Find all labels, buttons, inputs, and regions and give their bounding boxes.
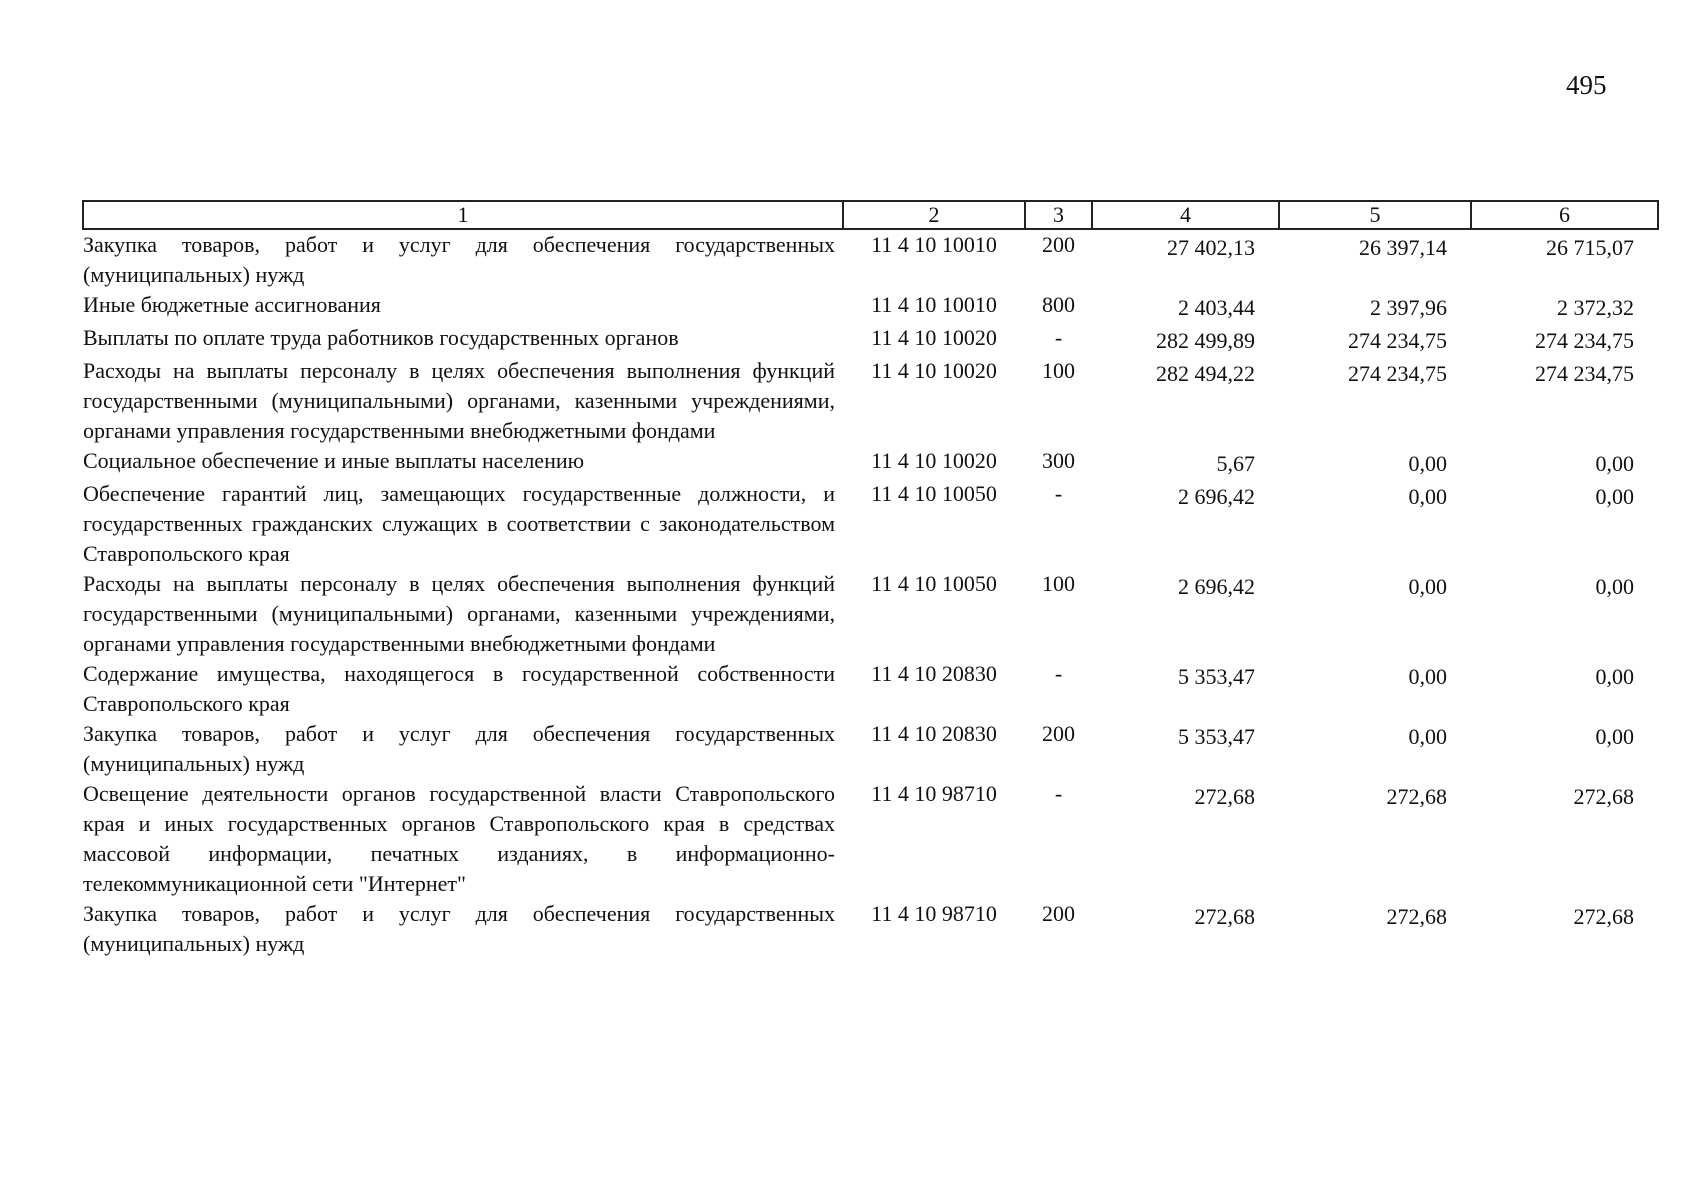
row-value-2: 274 234,75: [1348, 361, 1447, 386]
row-code: 11 4 10 10020: [871, 448, 997, 473]
row-value-1: 27 402,13: [1167, 235, 1255, 260]
row-expense-type: 300: [1042, 448, 1075, 473]
column-header-6: 6: [1471, 201, 1658, 229]
row-name: Содержание имущества, находящегося в государственной собственности Ставропольского края: [83, 661, 835, 716]
row-expense-type: 200: [1042, 232, 1075, 257]
row-name: Закупка товаров, работ и услуг для обеспечения государственных (муниципальных) нужд: [83, 721, 835, 776]
column-header-3: 3: [1025, 201, 1092, 229]
row-code: 11 4 10 10050: [871, 481, 997, 506]
row-value-1: 2 696,42: [1178, 574, 1255, 599]
row-value-2: 2 397,96: [1370, 295, 1447, 320]
column-header-5: 5: [1279, 201, 1471, 229]
row-value-1: 272,68: [1194, 784, 1255, 809]
row-code: 11 4 10 10020: [871, 358, 997, 383]
row-expense-type: -: [1054, 325, 1063, 350]
row-name: Социальное обеспечение и иные выплаты населению: [83, 448, 585, 473]
row-value-3: 0,00: [1595, 664, 1634, 689]
row-name: Расходы на выплаты персоналу в целях обеспечения выполнения функций государственными (муниципальными) органами, казенными учреждениями, органами управления государственными внебюджетными фондами: [83, 571, 835, 656]
column-header-1: 1: [83, 201, 843, 229]
row-expense-type: 800: [1042, 292, 1075, 317]
table-header: [83, 201, 1658, 229]
table-row: [83, 446, 1658, 479]
row-value-3: 26 715,07: [1546, 235, 1634, 260]
row-value-3: 274 234,75: [1535, 361, 1634, 386]
table-row: [83, 229, 1658, 290]
row-name: Освещение деятельности органов государственной власти Ставропольского края и иных государственных органов Ставропольского края в средствах массовой информации, печатных изданиях, в информационно-телекоммуникационной сети "Интернет": [83, 781, 835, 896]
row-value-2: 0,00: [1408, 664, 1447, 689]
row-value-1: 2 403,44: [1178, 295, 1255, 320]
row-expense-type: 200: [1042, 901, 1075, 926]
row-name: Иные бюджетные ассигнования: [83, 292, 381, 317]
row-value-3: 0,00: [1595, 574, 1634, 599]
row-code: 11 4 10 20830: [871, 721, 997, 746]
row-code: 11 4 10 20830: [871, 661, 997, 686]
row-value-2: 274 234,75: [1348, 328, 1447, 353]
row-value-1: 5 353,47: [1178, 724, 1255, 749]
row-code: 11 4 10 10020: [871, 325, 997, 350]
row-value-3: 0,00: [1595, 724, 1634, 749]
row-code: 11 4 10 98710: [871, 781, 997, 806]
row-value-2: 0,00: [1408, 574, 1447, 599]
row-value-1: 5,67: [1216, 451, 1255, 476]
row-expense-type: 100: [1042, 571, 1075, 596]
row-name: Закупка товаров, работ и услуг для обеспечения государственных (муниципальных) нужд: [83, 232, 835, 287]
row-value-3: 274 234,75: [1535, 328, 1634, 353]
row-value-2: 0,00: [1408, 724, 1447, 749]
row-value-3: 272,68: [1573, 784, 1634, 809]
row-code: 11 4 10 10010: [871, 292, 997, 317]
row-code: 11 4 10 10010: [871, 232, 997, 257]
header-row: [83, 201, 1658, 229]
table-row: [83, 779, 1658, 899]
row-value-1: 272,68: [1194, 904, 1255, 929]
row-value-2: 26 397,14: [1359, 235, 1447, 260]
row-value-3: 272,68: [1573, 904, 1634, 929]
table-body: [83, 229, 1658, 959]
table-row: [83, 659, 1658, 719]
row-expense-type: -: [1054, 781, 1063, 806]
row-value-1: 5 353,47: [1178, 664, 1255, 689]
table-row: [83, 719, 1658, 779]
row-expense-type: 200: [1042, 721, 1075, 746]
row-expense-type: -: [1054, 481, 1063, 506]
table-row: [83, 323, 1658, 356]
row-value-3: 0,00: [1595, 484, 1634, 509]
column-header-4: 4: [1092, 201, 1279, 229]
row-value-1: 2 696,42: [1178, 484, 1255, 509]
row-code: 11 4 10 98710: [871, 901, 997, 926]
table-row: [83, 479, 1658, 569]
row-value-2: 272,68: [1386, 904, 1447, 929]
page-number: 495: [1566, 70, 1607, 100]
row-expense-type: -: [1054, 661, 1063, 686]
row-value-1: 282 494,22: [1156, 361, 1255, 386]
table-row: [83, 356, 1658, 446]
row-name: Обеспечение гарантий лиц, замещающих государственные должности, и государственных гражданских служащих в соответствии с законодательством Ставропольского края: [83, 481, 835, 566]
table-row: [83, 899, 1658, 959]
column-header-2: 2: [843, 201, 1025, 229]
row-value-1: 282 499,89: [1156, 328, 1255, 353]
row-code: 11 4 10 10050: [871, 571, 997, 596]
row-name: Расходы на выплаты персоналу в целях обеспечения выполнения функций государственными (муниципальными) органами, казенными учреждениями, органами управления государственными внебюджетными фондами: [83, 358, 835, 443]
row-value-3: 0,00: [1595, 451, 1634, 476]
row-value-2: 0,00: [1408, 451, 1447, 476]
table-row: [83, 290, 1658, 323]
row-value-2: 0,00: [1408, 484, 1447, 509]
row-expense-type: 100: [1042, 358, 1075, 383]
budget-table: [82, 200, 1659, 959]
row-value-3: 2 372,32: [1557, 295, 1634, 320]
row-name: Выплаты по оплате труда работников государственных органов: [83, 325, 679, 350]
row-name: Закупка товаров, работ и услуг для обеспечения государственных (муниципальных) нужд: [83, 901, 835, 956]
row-value-2: 272,68: [1386, 784, 1447, 809]
table-row: [83, 569, 1658, 659]
